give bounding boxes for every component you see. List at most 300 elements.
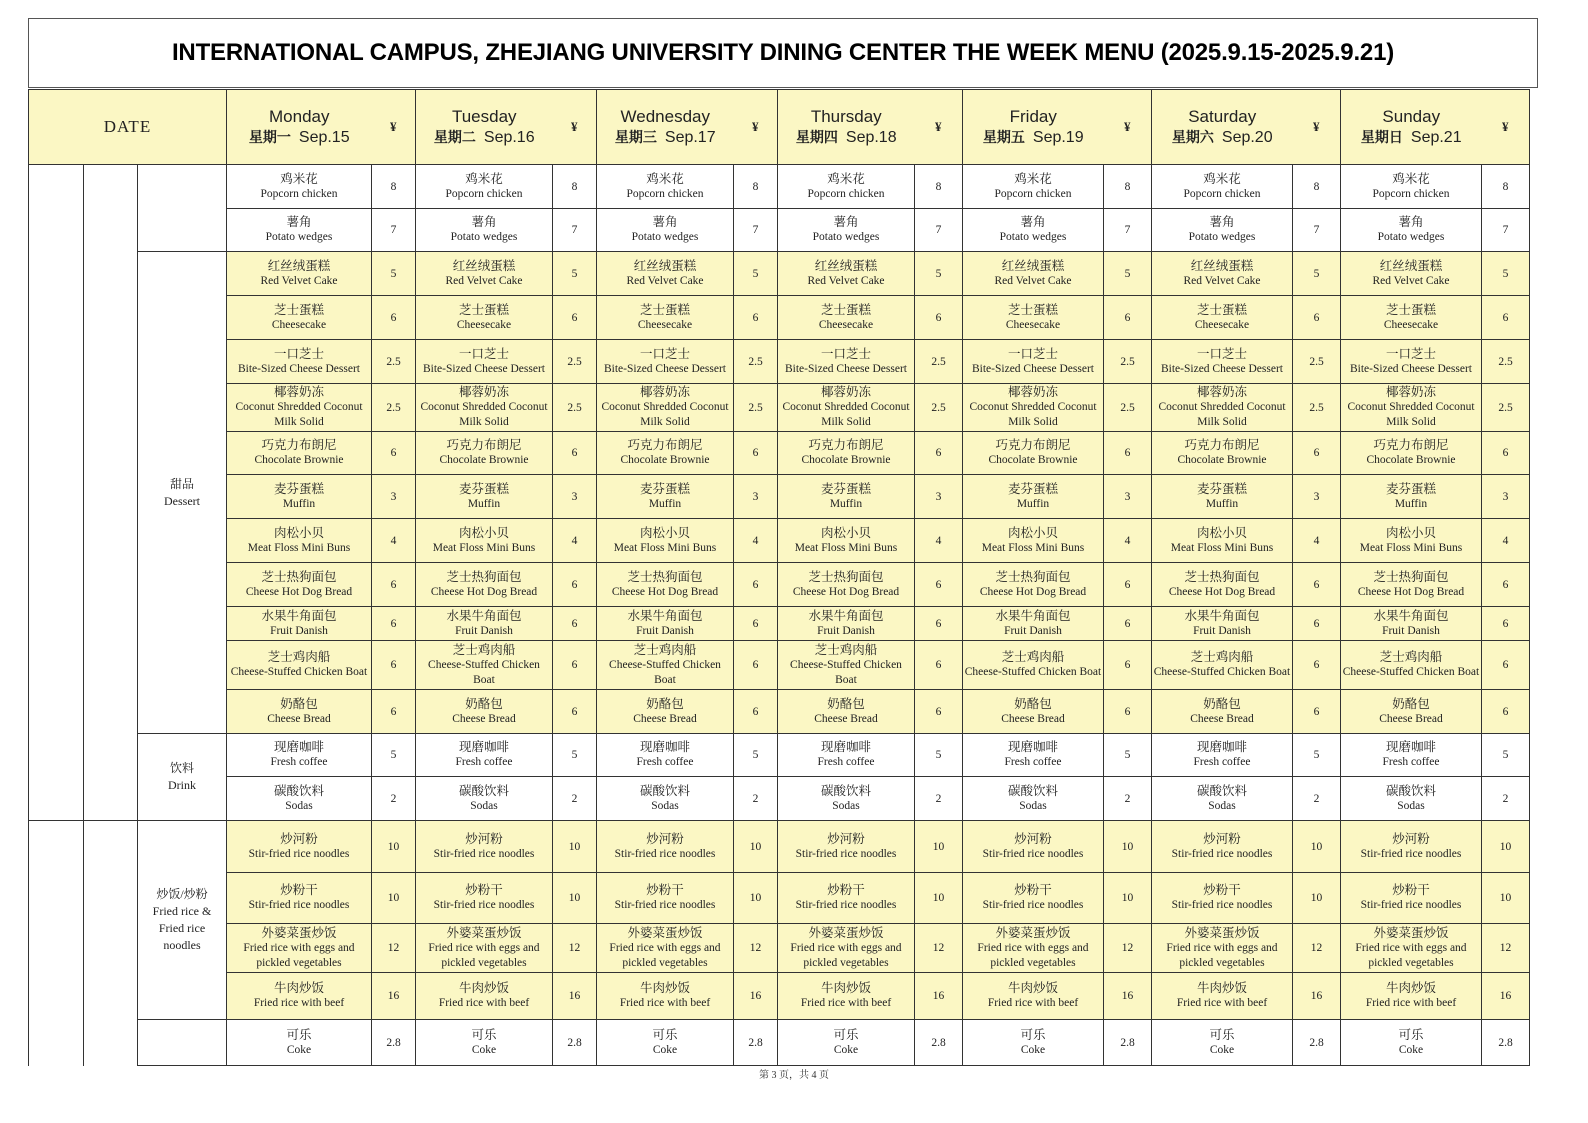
dish-name-en: Cheese Hot Dog Bread	[792, 585, 900, 598]
menu-row	[29, 777, 1530, 821]
dish-cell	[1152, 734, 1293, 777]
dish-cell	[778, 432, 915, 475]
price-cell: 6	[1482, 296, 1530, 340]
day-subline	[796, 129, 897, 146]
price-cell: 10	[1482, 821, 1530, 873]
price-cell: 6	[1293, 563, 1341, 607]
dish-cell	[597, 340, 734, 384]
price-cell: 16	[734, 973, 778, 1020]
day-subline	[249, 129, 350, 146]
dish-name-cn: 外婆菜蛋炒饭	[995, 925, 1071, 940]
dish-name-cn: 芝士蛋糕	[1196, 302, 1247, 317]
dish-name-en: Stir-fried rice noodles	[433, 847, 535, 860]
dish-cell	[1341, 519, 1482, 563]
dish-name-cn: 薯角	[1209, 215, 1235, 229]
day-date: Sep.19	[1032, 129, 1084, 146]
dish-cell	[227, 1020, 372, 1066]
dish-name-en: Fried rice with beef	[253, 997, 345, 1009]
dish-name-cn: 牛肉炒饭	[273, 981, 324, 995]
dish-name-en: Muffin	[1394, 497, 1428, 510]
price-cell: 6	[1482, 432, 1530, 475]
price-cell: 2	[372, 777, 416, 821]
dish-name-cn: 奶酪包	[646, 696, 684, 711]
dish-cell	[963, 607, 1104, 641]
dish-cell	[778, 777, 915, 821]
menu-row	[29, 734, 1530, 777]
day-cn: 星期五	[982, 130, 1025, 146]
day-date: Sep.15	[298, 129, 350, 146]
dish-cell	[597, 924, 734, 973]
dish-cell	[416, 873, 553, 924]
dish-cell	[1341, 641, 1482, 690]
dish-cell	[1152, 563, 1293, 607]
price-cell: 6	[553, 607, 597, 641]
dish-name-cn: 炒河粉	[1203, 831, 1241, 846]
dish-name-cn: 芝士鸡肉船	[1379, 650, 1443, 664]
dish-cell	[1152, 973, 1293, 1020]
dish-name-cn: 碳酸饮料	[1196, 783, 1247, 798]
dish-name-cn: 水果牛角面包	[1373, 608, 1449, 623]
dish-name-cn: 鸡米花	[1203, 171, 1241, 186]
day-subline	[615, 129, 716, 146]
price-cell: 6	[1482, 641, 1530, 690]
price-cell: 2.8	[1104, 1020, 1152, 1066]
dish-name-cn: 碳酸饮料	[458, 783, 509, 798]
dish-name-en: Stir-fried rice noodles	[1360, 847, 1462, 860]
dish-name-cn: 巧克力布朗尼	[1184, 438, 1260, 452]
currency-header: ¥	[1482, 90, 1530, 165]
dish-name-en: Coke	[1020, 1043, 1046, 1056]
menu-row	[29, 209, 1530, 252]
price-cell: 5	[1104, 734, 1152, 777]
dish-name-en: Sodas	[1019, 799, 1047, 812]
dish-name-en: Muffin	[648, 497, 682, 510]
price-cell: 6	[1293, 607, 1341, 641]
dish-name-en: Meat Floss Mini Buns	[432, 541, 536, 554]
dish-name-en: Cheese Bread	[814, 712, 878, 725]
dish-name-cn: 一口芝士	[820, 346, 871, 361]
dish-name-en: Fruit Danish	[1382, 624, 1440, 637]
dish-name-en: Cheese-Stuffed Chicken Boat	[1342, 666, 1480, 678]
dish-name-en: Fresh coffee	[270, 756, 328, 768]
dish-cell	[597, 432, 734, 475]
price-cell: 10	[553, 821, 597, 873]
dish-name-en: Meat Floss Mini Buns	[981, 541, 1085, 554]
dish-name-cn: 牛肉炒饭	[639, 981, 690, 995]
dish-cell	[416, 973, 553, 1020]
day-name: Monday	[269, 107, 330, 126]
dish-cell	[778, 165, 915, 209]
dish-name-en: Red Velvet Cake	[1372, 274, 1450, 287]
dish-cell	[416, 641, 553, 690]
dish-name-en: Stir-fried rice noodles	[982, 847, 1084, 860]
price-cell: 7	[553, 209, 597, 252]
price-cell: 2	[734, 777, 778, 821]
dish-name-cn: 炒河粉	[1392, 831, 1430, 846]
dish-name-en: Sodas	[1397, 799, 1425, 812]
dish-name-cn: 薯角	[833, 215, 859, 229]
dish-cell	[963, 734, 1104, 777]
dish-name-cn: 椰蓉奶冻	[820, 385, 871, 399]
dish-name-en: Stir-fried rice noodles	[614, 847, 716, 860]
price-cell: 7	[1104, 209, 1152, 252]
price-cell: 2.5	[1104, 340, 1152, 384]
dish-name-en: Red Velvet Cake	[445, 274, 523, 287]
menu-table	[28, 89, 1530, 1066]
dish-cell	[963, 296, 1104, 340]
dish-name-cn: 炒河粉	[1014, 831, 1052, 846]
dish-name-en: Bite-Sized Cheese Dessert	[604, 362, 726, 375]
dish-name-en: Fried rice with beef	[619, 997, 711, 1009]
day-cn: 星期四	[795, 130, 838, 146]
price-cell: 16	[1293, 973, 1341, 1020]
dish-name-cn: 牛肉炒饭	[820, 981, 871, 995]
price-cell: 4	[915, 519, 963, 563]
day-header-friday	[963, 90, 1104, 165]
dish-cell	[1341, 252, 1482, 296]
dish-name-cn: 牛肉炒饭	[1385, 981, 1436, 995]
dish-cell	[416, 1020, 553, 1066]
dish-name-cn: 水果牛角面包	[446, 608, 522, 623]
day-cn: 星期二	[433, 130, 476, 146]
dish-cell	[1341, 475, 1482, 519]
price-cell: 4	[553, 519, 597, 563]
dish-name-cn: 肉松小贝	[458, 525, 509, 540]
dish-name-en: Red Velvet Cake	[994, 274, 1072, 287]
dish-cell	[227, 821, 372, 873]
dish-name-cn: 芝士蛋糕	[639, 302, 690, 317]
price-cell: 6	[372, 641, 416, 690]
dish-cell	[778, 690, 915, 734]
dish-cell	[416, 209, 553, 252]
dish-cell	[778, 340, 915, 384]
dish-name-en: Coke	[471, 1043, 497, 1056]
price-cell: 5	[1482, 252, 1530, 296]
dish-name-cn: 一口芝士	[273, 346, 324, 361]
price-cell: 8	[1482, 165, 1530, 209]
price-cell: 6	[1104, 432, 1152, 475]
dish-cell	[778, 973, 915, 1020]
dish-name-en: Fried rice with eggs and pickled vegetables	[790, 941, 902, 969]
dish-name-en: Cheesecake	[271, 318, 327, 331]
dish-name-en: Cheesecake	[1194, 318, 1250, 331]
price-cell: 10	[1293, 821, 1341, 873]
price-cell: 10	[915, 873, 963, 924]
dish-name-en: Cheese Bread	[452, 712, 516, 725]
dish-name-en: Fried rice with eggs and pickled vegetables	[1355, 941, 1467, 969]
menu-row	[29, 821, 1530, 873]
dish-name-en: Potato wedges	[265, 231, 333, 243]
dish-cell	[227, 165, 372, 209]
dish-name-en: Stir-fried rice noodles	[248, 899, 350, 911]
day-date: Sep.21	[1410, 129, 1462, 146]
dish-name-en: Coconut Shredded Coconut Milk Solid	[601, 401, 729, 428]
price-cell: 6	[915, 641, 963, 690]
dish-name-en: Fried rice with beef	[438, 997, 530, 1009]
price-cell: 6	[1104, 607, 1152, 641]
dish-name-cn: 麦芬蛋糕	[1007, 481, 1058, 496]
dish-name-cn: 芝士蛋糕	[1385, 302, 1436, 317]
price-cell: 2	[1293, 777, 1341, 821]
menu-row	[29, 296, 1530, 340]
dish-cell	[227, 777, 372, 821]
dish-cell	[597, 690, 734, 734]
dish-name-en: Cheese-Stuffed Chicken Boat	[790, 658, 902, 686]
dish-name-en: Bite-Sized Cheese Dessert	[1161, 362, 1283, 375]
dish-name-en: Muffin	[829, 497, 863, 510]
price-cell: 10	[734, 873, 778, 924]
dish-name-en: Coconut Shredded Coconut Milk Solid	[235, 401, 363, 428]
dish-name-cn: 牛肉炒饭	[1007, 981, 1058, 995]
dish-name-cn: 红丝绒蛋糕	[814, 258, 878, 273]
dish-name-cn: 薯角	[1020, 215, 1046, 229]
dish-cell	[1152, 432, 1293, 475]
dish-name-cn: 薯角	[652, 215, 678, 229]
dish-cell	[1341, 165, 1482, 209]
price-cell: 10	[1482, 873, 1530, 924]
dish-name-cn: 肉松小贝	[1007, 525, 1058, 540]
dish-cell	[597, 873, 734, 924]
price-cell: 8	[1104, 165, 1152, 209]
dish-cell	[963, 475, 1104, 519]
dish-name-cn: 巧克力布朗尼	[446, 438, 522, 452]
price-cell: 5	[372, 252, 416, 296]
dish-name-cn: 鸡米花	[1014, 171, 1052, 186]
dish-name-cn: 芝士热狗面包	[446, 569, 522, 584]
dish-name-cn: 可乐	[652, 1027, 678, 1042]
price-cell: 6	[1104, 690, 1152, 734]
dish-cell	[1152, 873, 1293, 924]
dish-cell	[227, 384, 372, 432]
price-cell: 10	[372, 821, 416, 873]
dish-cell	[416, 340, 553, 384]
dish-cell	[227, 475, 372, 519]
dish-cell	[1341, 340, 1482, 384]
dish-name-en: Potato wedges	[450, 231, 518, 243]
day-cn: 星期日	[1360, 130, 1403, 146]
dish-name-en: Cheese-Stuffed Chicken Boat	[964, 666, 1102, 678]
category-label: 甜品	[169, 476, 194, 491]
price-cell: 7	[734, 209, 778, 252]
dish-cell	[1341, 873, 1482, 924]
dish-name-cn: 牛肉炒饭	[1196, 981, 1247, 995]
price-cell: 2.8	[915, 1020, 963, 1066]
dish-cell	[778, 209, 915, 252]
price-cell: 8	[1293, 165, 1341, 209]
price-cell: 5	[553, 252, 597, 296]
dish-cell	[1341, 384, 1482, 432]
dish-name-cn: 外婆菜蛋炒饭	[808, 925, 884, 940]
dish-cell	[597, 209, 734, 252]
dish-name-en: Cheese Bread	[1190, 712, 1254, 725]
dish-name-en: Fresh coffee	[1004, 756, 1062, 768]
dish-name-en: Cheese Hot Dog Bread	[979, 585, 1087, 598]
day-subline	[1172, 129, 1273, 146]
dish-cell	[963, 1020, 1104, 1066]
dish-name-cn: 肉松小贝	[1196, 525, 1247, 540]
dish-cell	[778, 607, 915, 641]
dish-cell	[1152, 690, 1293, 734]
dish-name-en: Chocolate Brownie	[988, 454, 1078, 466]
dish-name-cn: 可乐	[1398, 1027, 1424, 1042]
category-drink	[138, 734, 227, 821]
price-cell: 10	[372, 873, 416, 924]
dish-name-en: Stir-fried rice noodles	[248, 847, 350, 860]
dish-cell	[778, 252, 915, 296]
price-cell: 7	[1293, 209, 1341, 252]
price-cell: 6	[1293, 641, 1341, 690]
price-cell: 6	[915, 563, 963, 607]
price-cell: 7	[1482, 209, 1530, 252]
currency-header: ¥	[915, 90, 963, 165]
dish-name-cn: 椰蓉奶冻	[458, 385, 509, 399]
dish-cell	[597, 384, 734, 432]
page-title: INTERNATIONAL CAMPUS, ZHEJIANG UNIVERSITY DINING CENTER THE WEEK MENU (2025.9.15-2025.9.21)	[171, 39, 1395, 66]
dish-name-en: Stir-fried rice noodles	[1360, 899, 1462, 911]
price-cell: 7	[915, 209, 963, 252]
dish-cell	[1152, 607, 1293, 641]
price-cell: 5	[734, 734, 778, 777]
price-cell: 3	[1482, 475, 1530, 519]
dish-name-en: Fried rice with eggs and pickled vegetables	[977, 941, 1089, 969]
menu-row	[29, 641, 1530, 690]
dish-cell	[963, 641, 1104, 690]
price-cell: 2	[1482, 777, 1530, 821]
dish-name-en: Fried rice with eggs and pickled vegetables	[609, 941, 721, 969]
dish-cell	[1341, 209, 1482, 252]
dish-name-en: Cheese Hot Dog Bread	[245, 585, 353, 598]
dish-name-en: Bite-Sized Cheese Dessert	[1350, 362, 1472, 375]
dish-name-en: Fruit Danish	[1004, 624, 1062, 637]
price-cell: 6	[1293, 690, 1341, 734]
price-cell: 6	[1482, 607, 1530, 641]
dish-name-cn: 椰蓉奶冻	[1007, 385, 1058, 399]
dish-name-cn: 芝士蛋糕	[1007, 302, 1058, 317]
dish-cell	[597, 821, 734, 873]
price-cell: 6	[734, 641, 778, 690]
dish-name-en: Coconut Shredded Coconut Milk Solid	[969, 401, 1097, 428]
price-cell: 10	[1293, 873, 1341, 924]
dish-name-cn: 芝士鸡肉船	[633, 642, 697, 657]
dish-name-en: Popcorn chicken	[260, 187, 338, 200]
dish-cell	[416, 296, 553, 340]
price-cell: 6	[1482, 690, 1530, 734]
dish-name-en: Fresh coffee	[455, 756, 513, 768]
menu-row	[29, 384, 1530, 432]
dish-name-en: Fruit Danish	[1193, 624, 1251, 637]
dish-cell	[227, 873, 372, 924]
dish-cell	[597, 607, 734, 641]
dish-name-en: Chocolate Brownie	[254, 454, 344, 466]
dish-cell	[416, 475, 553, 519]
page-footer: 第 3 页，共 4 页	[759, 1070, 829, 1081]
dish-cell	[416, 821, 553, 873]
price-cell: 6	[734, 563, 778, 607]
price-cell: 8	[372, 165, 416, 209]
dish-name-cn: 炒粉干	[280, 883, 318, 897]
day-date: Sep.20	[1221, 129, 1273, 146]
dish-name-cn: 椰蓉奶冻	[1196, 385, 1247, 399]
dish-cell	[1152, 519, 1293, 563]
price-cell: 3	[553, 475, 597, 519]
dish-name-en: Stir-fried rice noodles	[1171, 847, 1273, 860]
dish-name-cn: 芝士蛋糕	[458, 302, 509, 317]
dish-name-cn: 外婆菜蛋炒饭	[446, 925, 522, 940]
day-date: Sep.17	[664, 129, 716, 146]
price-cell: 2.5	[1482, 384, 1530, 432]
price-cell: 2.8	[1293, 1020, 1341, 1066]
date-header: DATE	[29, 90, 227, 165]
dish-name-en: Muffin	[1016, 497, 1050, 510]
dish-name-cn: 麦芬蛋糕	[820, 481, 871, 496]
dish-name-cn: 现磨咖啡	[639, 740, 690, 754]
dish-name-cn: 红丝绒蛋糕	[1001, 258, 1065, 273]
day-subline	[434, 129, 535, 146]
day-header-wednesday	[597, 90, 734, 165]
dish-name-cn: 碳酸饮料	[820, 783, 871, 798]
dish-name-en: Sodas	[1208, 799, 1236, 812]
header-row	[29, 90, 1530, 165]
price-cell: 6	[553, 641, 597, 690]
dish-cell	[963, 924, 1104, 973]
dish-name-cn: 现磨咖啡	[820, 740, 871, 754]
category-dessert	[138, 252, 227, 734]
price-cell: 2.5	[915, 340, 963, 384]
price-cell: 5	[734, 252, 778, 296]
price-cell: 2.5	[734, 384, 778, 432]
price-cell: 10	[915, 821, 963, 873]
dish-name-cn: 麦芬蛋糕	[1196, 481, 1247, 496]
dish-name-cn: 巧克力布朗尼	[995, 438, 1071, 452]
dish-name-cn: 红丝绒蛋糕	[267, 258, 331, 273]
day-date: Sep.16	[483, 129, 535, 146]
dish-name-en: Potato wedges	[631, 231, 699, 243]
price-cell: 2.8	[1482, 1020, 1530, 1066]
dish-name-cn: 一口芝士	[1196, 346, 1247, 361]
title-box	[28, 18, 1538, 88]
dish-name-cn: 麦芬蛋糕	[1385, 481, 1436, 496]
dish-name-en: Fresh coffee	[636, 756, 694, 768]
price-cell: 7	[372, 209, 416, 252]
day-cn: 星期六	[1171, 130, 1214, 146]
price-cell: 10	[1104, 821, 1152, 873]
dish-cell	[778, 475, 915, 519]
dish-name-cn: 麦芬蛋糕	[273, 481, 324, 496]
dish-name-en: Muffin	[467, 497, 501, 510]
dish-name-cn: 外婆菜蛋炒饭	[1184, 925, 1260, 940]
price-cell: 2.8	[553, 1020, 597, 1066]
currency-header: ¥	[553, 90, 597, 165]
dish-name-cn: 麦芬蛋糕	[639, 481, 690, 496]
dish-name-en: Chocolate Brownie	[801, 454, 891, 466]
dish-cell	[227, 690, 372, 734]
dish-name-en: Fried rice with beef	[800, 997, 892, 1009]
dish-cell	[227, 924, 372, 973]
price-cell: 6	[915, 690, 963, 734]
dish-cell	[416, 165, 553, 209]
menu-row	[29, 432, 1530, 475]
price-cell: 5	[553, 734, 597, 777]
dish-name-en: Stir-fried rice noodles	[795, 899, 897, 911]
dish-name-cn: 奶酪包	[1203, 696, 1241, 711]
dish-cell	[963, 821, 1104, 873]
dish-cell	[227, 519, 372, 563]
price-cell: 6	[915, 607, 963, 641]
dish-name-cn: 鸡米花	[646, 171, 684, 186]
dish-name-en: Red Velvet Cake	[626, 274, 704, 287]
dish-name-en: Fried rice with eggs and pickled vegetables	[1166, 941, 1278, 969]
dish-name-cn: 芝士鸡肉船	[1001, 650, 1065, 664]
